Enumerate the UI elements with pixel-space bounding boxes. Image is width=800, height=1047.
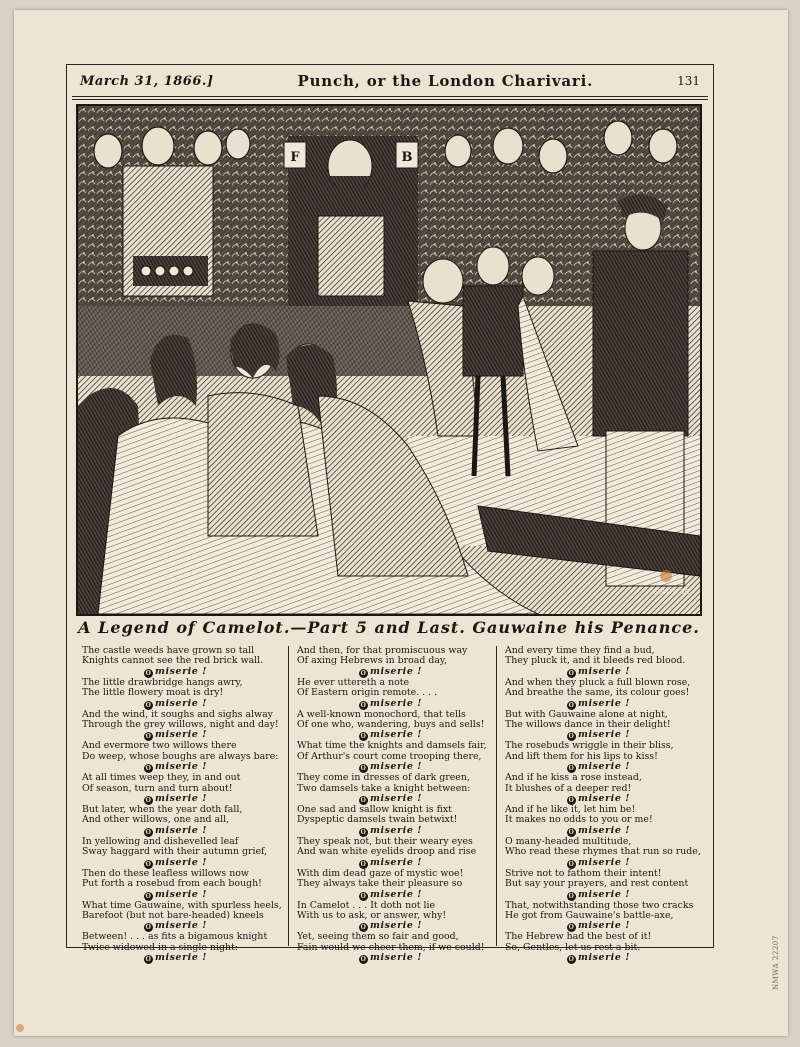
illustration-caption: A Legend of Camelot.—Part 5 and Last. Gauwaine his Penance. (78, 618, 700, 637)
refrain-o-glyph: O (360, 860, 367, 868)
refrain-o-glyph: O (360, 701, 367, 709)
poem-line: He got from Gauwaine's battle-axe, (505, 910, 674, 921)
refrain-word: miserie ! (578, 761, 630, 773)
poem-line: The Hebrew had the best of it! (505, 932, 652, 943)
refrain-line (82, 921, 282, 932)
refrain-line (505, 953, 708, 964)
poem-line: The little flowery moat is dry! (82, 688, 224, 699)
poem-line: O many-headed multitude, (505, 836, 632, 847)
refrain-line (297, 699, 490, 710)
refrain-o-glyph: O (568, 860, 575, 868)
refrain-o-glyph: O (145, 828, 152, 836)
refrain-o-glyph: O (145, 892, 152, 900)
page-number: 131 (677, 74, 700, 88)
poem-line: Do weep, whose boughs are always bare: (82, 751, 279, 762)
refrain-o-glyph: O (568, 765, 575, 773)
refrain-word: miserie ! (578, 665, 630, 677)
refrain-line (297, 794, 490, 805)
refrain-line (82, 826, 282, 837)
refrain-o-glyph: O (145, 669, 152, 677)
poem-line: It makes no odds to you or me! (505, 815, 653, 826)
refrain-o-glyph: O (568, 892, 575, 900)
poem-column-2 (288, 646, 496, 964)
engraving-art (78, 106, 700, 614)
refrain-o-glyph: O (360, 924, 367, 932)
poem-line: Knights cannot see the red brick wall. (82, 656, 264, 667)
poem-line: They speak not, but their weary eyes (297, 836, 473, 847)
poem-line: Of Eastern origin remote. . . . (297, 688, 438, 699)
refrain-line (82, 890, 282, 901)
poem-line: But say your prayers, and rest content (505, 879, 689, 890)
refrain-o-glyph: O (568, 733, 575, 741)
poem-line: He ever uttereth a note (297, 677, 410, 688)
page-header (68, 66, 712, 96)
refrain-word: miserie ! (370, 729, 422, 741)
refrain-o-glyph: O (145, 733, 152, 741)
poem-line: They pluck it, and it bleeds red blood. (505, 656, 686, 667)
poem-line: Of Arthur's court come trooping there, (297, 751, 482, 762)
refrain-o-glyph: O (360, 765, 367, 773)
poem-column-3 (496, 646, 708, 964)
refrain-word: miserie ! (155, 761, 207, 773)
refrain-word: miserie ! (370, 952, 422, 964)
poem-line: And lift them for his lips to kiss! (505, 751, 658, 762)
poem-line: And other willows, one and all, (82, 815, 230, 826)
poem-line: A well-known monochord, that tells (297, 709, 466, 720)
poem-line: Two damsels take a knight between: (297, 783, 471, 794)
poem-line: With us to ask, or answer, why! (297, 910, 447, 921)
poem-line: And breathe the same, its colour goes! (505, 688, 690, 699)
poem-column-1 (82, 646, 288, 964)
refrain-line (82, 858, 282, 869)
refrain-line (82, 699, 282, 710)
poem-line: At all times weep they, in and out (82, 773, 241, 784)
refrain-o-glyph: O (568, 956, 575, 964)
refrain-line (82, 953, 282, 964)
refrain-word: miserie ! (370, 793, 422, 805)
poem-line: Through the grey willows, night and day! (82, 720, 279, 731)
poem-line: Who read these rhymes that run so rude, (505, 847, 701, 858)
poem-line: And evermore two willows there (82, 741, 237, 752)
refrain-o-glyph: O (145, 924, 152, 932)
refrain-word: miserie ! (370, 856, 422, 868)
refrain-o-glyph: O (145, 956, 152, 964)
poem-line: Of season, turn and turn about! (82, 783, 233, 794)
poem-line: And every time they find a bud, (505, 646, 655, 656)
refrain-o-glyph: O (145, 701, 152, 709)
poem-line: They come in dresses of dark green, (297, 773, 470, 784)
refrain-word: miserie ! (370, 824, 422, 836)
refrain-word: miserie ! (370, 920, 422, 932)
refrain-word: miserie ! (155, 697, 207, 709)
refrain-line (82, 667, 282, 678)
refrain-word: miserie ! (155, 793, 207, 805)
refrain-o-glyph: O (568, 669, 575, 677)
poem-line: Twice widowed in a single night: (82, 942, 238, 953)
header-rule (72, 96, 708, 97)
poem-line: That, notwithstanding those two cracks (505, 900, 694, 911)
poem-line: And when they pluck a full blown rose, (505, 677, 691, 688)
poem-columns (82, 646, 708, 964)
refrain-line (505, 699, 708, 710)
refrain-o-glyph: O (360, 828, 367, 836)
publication-title: Punch, or the London Charivari. (297, 72, 594, 90)
refrain-line (505, 826, 708, 837)
refrain-word: miserie ! (578, 793, 630, 805)
refrain-line (297, 826, 490, 837)
refrain-o-glyph: O (145, 765, 152, 773)
issue-date: March 31, 1866.] (80, 73, 214, 89)
poem-line: Dyspeptic damsels twain betwixt! (297, 815, 458, 826)
refrain-word: miserie ! (578, 952, 630, 964)
refrain-line (505, 890, 708, 901)
refrain-word: miserie ! (578, 856, 630, 868)
refrain-line (82, 730, 282, 741)
archive-stamp: NMWA 22207 (772, 935, 780, 990)
refrain-o-glyph: O (360, 956, 367, 964)
poem-line: With dim dead gaze of mystic woe! (297, 868, 464, 879)
refrain-line (505, 858, 708, 869)
refrain-o-glyph: O (568, 828, 575, 836)
poem-line: And then, for that promiscuous way (297, 646, 468, 656)
poem-line: Of axing Hebrews in broad day, (297, 656, 447, 667)
door-letter-b: B (401, 150, 413, 165)
poem-line: And wan white eyelids droop and rise (297, 847, 477, 858)
refrain-word: miserie ! (155, 824, 207, 836)
foxing-stain (16, 1024, 24, 1032)
engraver-signature: SWAIN SC (653, 589, 690, 596)
poem-line: Barefoot (but not bare-headed) kneels (82, 910, 264, 921)
refrain-line (505, 794, 708, 805)
refrain-word: miserie ! (370, 665, 422, 677)
poem-line: And the wind, it soughs and sighs alway (82, 709, 273, 720)
poem-line: It blushes of a deeper red! (505, 783, 632, 794)
refrain-word: miserie ! (155, 920, 207, 932)
poem-line: In yellowing and dishevelled leaf (82, 836, 239, 847)
refrain-line (297, 858, 490, 869)
refrain-word: miserie ! (578, 888, 630, 900)
poem-line: The castle weeds have grown so tall (82, 646, 255, 656)
refrain-line (297, 921, 490, 932)
refrain-word: miserie ! (370, 697, 422, 709)
refrain-line (82, 762, 282, 773)
refrain-word: miserie ! (155, 952, 207, 964)
refrain-o-glyph: O (360, 797, 367, 805)
poem-line: They always take their pleasure so (297, 879, 463, 890)
refrain-line (505, 762, 708, 773)
refrain-o-glyph: O (360, 669, 367, 677)
poem-line: And if he kiss a rose instead, (505, 773, 642, 784)
header-rule (72, 99, 708, 100)
poem-line: In Camelot . . . It doth not lie (297, 900, 436, 911)
poem-line: But later, when the year doth fall, (82, 805, 243, 816)
refrain-line (297, 667, 490, 678)
poem-line: But with Gauwaine alone at night, (505, 709, 668, 720)
poem-line: And if he like it, let him be! (505, 805, 636, 816)
poem-line: What time Gauwaine, with spurless heels, (82, 900, 282, 911)
poem-line: Fain would we cheer them, if we could! (297, 942, 485, 953)
refrain-word: miserie ! (155, 729, 207, 741)
poem-line: The willows dance in their delight! (505, 720, 671, 731)
refrain-line (297, 890, 490, 901)
refrain-o-glyph: O (568, 701, 575, 709)
refrain-o-glyph: O (568, 797, 575, 805)
refrain-line (505, 921, 708, 932)
poem-line: Yet, seeing them so fair and good, (297, 932, 459, 943)
refrain-word: miserie ! (578, 729, 630, 741)
poem-line: So, Gentles, let us rest a bit. (505, 942, 641, 953)
refrain-o-glyph: O (360, 892, 367, 900)
poem-line: Strive not to fathom their intent! (505, 868, 662, 879)
poem-line: The little drawbridge hangs awry, (82, 677, 243, 688)
refrain-word: miserie ! (578, 824, 630, 836)
door-letter-f: F (290, 150, 300, 165)
refrain-word: miserie ! (578, 920, 630, 932)
refrain-word: miserie ! (155, 856, 207, 868)
refrain-line (297, 953, 490, 964)
refrain-word: miserie ! (155, 888, 207, 900)
refrain-o-glyph: O (145, 797, 152, 805)
refrain-word: miserie ! (370, 761, 422, 773)
poem-line: Put forth a rosebud from each bough! (82, 879, 262, 890)
refrain-line (505, 730, 708, 741)
refrain-line (297, 762, 490, 773)
refrain-line (82, 794, 282, 805)
poem-line: One sad and sallow knight is fixt (297, 805, 452, 816)
refrain-word: miserie ! (578, 697, 630, 709)
poem-line: Of one who, wandering, buys and sells! (297, 720, 485, 731)
refrain-line (297, 730, 490, 741)
refrain-o-glyph: O (145, 860, 152, 868)
refrain-word: miserie ! (155, 665, 207, 677)
refrain-o-glyph: O (568, 924, 575, 932)
engraving-illustration (76, 104, 702, 616)
poem-line: Then do these leafless willows now (82, 868, 249, 879)
refrain-line (505, 667, 708, 678)
poem-line: Sway haggard with their autumn grief, (82, 847, 268, 858)
poem-line: What time the knights and damsels fair, (297, 741, 487, 752)
refrain-o-glyph: O (360, 733, 367, 741)
refrain-word: miserie ! (370, 888, 422, 900)
poem-line: The rosebuds wriggle in their bliss, (505, 741, 674, 752)
poem-line: Between! . . . as fits a bigamous knight (82, 932, 268, 943)
